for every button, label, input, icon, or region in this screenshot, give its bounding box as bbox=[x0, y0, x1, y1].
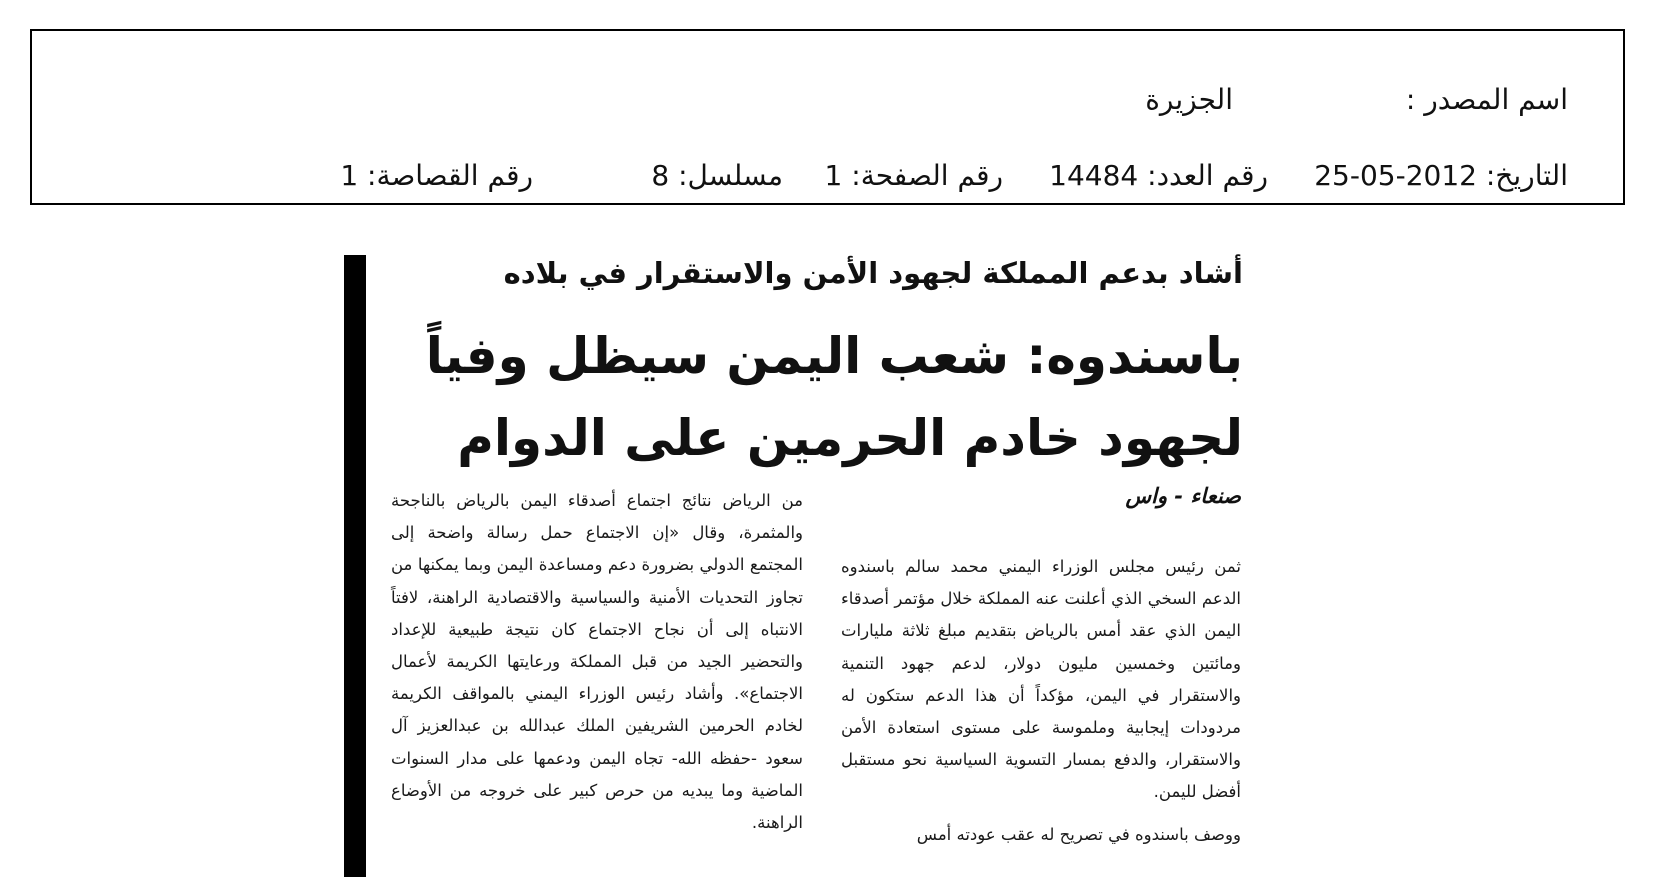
serial-label: مسلسل: bbox=[678, 159, 783, 192]
serial-value: 8 bbox=[651, 159, 670, 192]
source-label: اسم المصدر : bbox=[1405, 83, 1568, 116]
article-dateline: صنعاء - واس bbox=[1125, 484, 1241, 508]
article-headline: باسندوه: شعب اليمن سيظل وفياً لجهود خادم الحرمين على الدوام bbox=[425, 327, 1243, 467]
article-paragraph: ثمن رئيس مجلس الوزراء اليمني محمد سالم باسندوه الدعم السخي الذي أعلنت عنه المملكة خلال مؤتمر أصدقاء اليمن الذي عقد أمس بالرياض بتقديم مبلغ ثلاثة مليارات ومائتين وخمسين مليون دولار، لدعم جهود التنمية والاستقرار في اليمن، مؤكداً أن هذا الدعم ستكون له مردودات إيجابية وملموسة على مستوى استعادة الأمن والاستقرار، والدفع بمسار التسوية السياسية نحو مستقبل أفضل لليمن. bbox=[841, 557, 1241, 802]
page-label: رقم الصفحة: bbox=[851, 159, 1003, 192]
clip-field bbox=[340, 159, 533, 193]
article-kicker: أشاد بدعم المملكة لجهود الأمن والاستقرار في بلاده bbox=[503, 256, 1243, 290]
issue-field bbox=[1049, 159, 1268, 193]
clip-value: 1 bbox=[340, 159, 359, 192]
article-paragraph: من الرياض نتائج اجتماع أصدقاء اليمن بالرياض بالناجحة والمثمرة، وقال «إن الاجتماع حمل رسالة واضحة إلى المجتمع الدولي بضرورة دعم ومساعدة اليمن وبما يمكنها من تجاوز التحديات الأمنية والسياسية والاقتصادية الراهنة، لافتاً الانتباه إلى أن نجاح الاجتماع كان نتيجة طبيعية للإعداد والتحضير الجيد من قبل المملكة ورعايتها الكريمة لأعمال الاجتماع». وأشاد رئيس الوزراء اليمني بالمواقف الكريمة لخادم الحرمين الشريفين الملك عبدالله بن عبدالعزيز آل سعود -حفظه الله- تجاه اليمن ودعمها على مدار السنوات الماضية وما يبديه من حرص كبير على خروجه من الأوضاع الراهنة. bbox=[391, 491, 803, 833]
issue-label: رقم العدد: bbox=[1147, 159, 1268, 192]
clip-label: رقم القصاصة: bbox=[367, 159, 533, 192]
page-value: 1 bbox=[824, 159, 843, 192]
date-field bbox=[1314, 159, 1568, 193]
article-paragraph: ووصف باسندوه في تصريح له عقب عودته أمس bbox=[916, 824, 1241, 844]
date-label: التاريخ: bbox=[1485, 159, 1568, 192]
issue-value: 14484 bbox=[1049, 159, 1139, 192]
article-divider-bar bbox=[344, 255, 366, 877]
source-value: الجزيرة bbox=[1145, 83, 1233, 116]
article-column-right bbox=[841, 551, 1241, 851]
serial-field bbox=[651, 159, 783, 193]
page-field bbox=[825, 159, 1003, 193]
article-column-left bbox=[391, 485, 803, 839]
source-metadata-box bbox=[30, 29, 1625, 205]
date-value: 2012-05-25 bbox=[1314, 159, 1477, 192]
